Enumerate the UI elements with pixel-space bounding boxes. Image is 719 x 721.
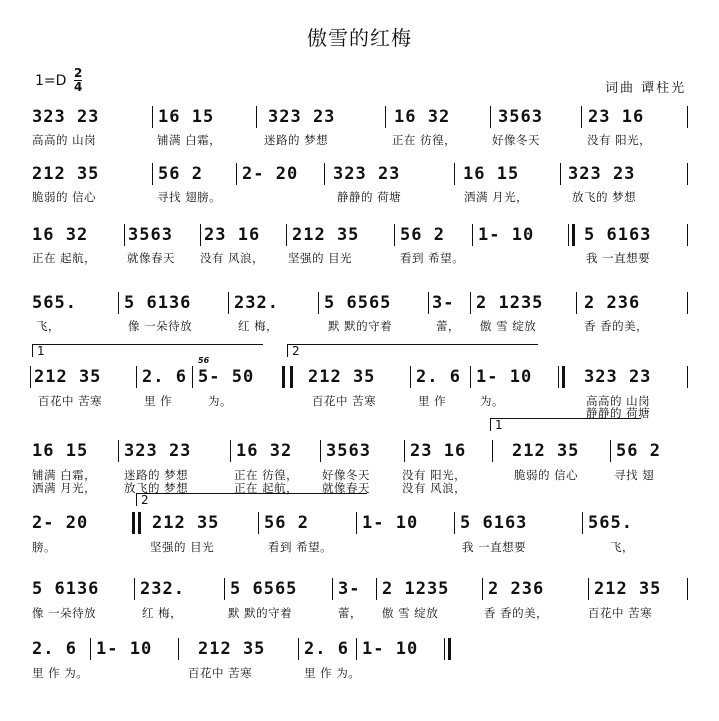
lyric: 飞， (610, 540, 634, 554)
measure: 2. 6 (32, 639, 77, 659)
measure: 212 35 (594, 579, 662, 599)
lyric: 放飞的 梦想 (572, 190, 637, 204)
final-barline (448, 638, 451, 660)
measure: 5 6163 (584, 225, 652, 245)
measure: 2- 20 (242, 164, 299, 184)
measure: 5- 50 (198, 367, 255, 387)
measure: 212 35 (198, 639, 266, 659)
repeat-barline (562, 366, 565, 388)
measure: 1- 10 (476, 367, 533, 387)
volta-1 (490, 418, 641, 431)
measure: 3563 (498, 107, 543, 127)
lyric: 洒满 月光， (464, 190, 529, 204)
lyric: 没有 风浪， (200, 251, 265, 265)
measure: 5 6163 (460, 513, 528, 533)
measure: 5 6136 (124, 293, 192, 313)
measure: 5 6565 (324, 293, 392, 313)
lyric-line-9 (32, 665, 692, 681)
repeat-barline (282, 366, 285, 388)
measure: 56 2 (158, 164, 203, 184)
measure: 2 236 (584, 293, 641, 313)
measure: 16 32 (32, 225, 89, 245)
lyric: 傲 雪 绽放 (382, 606, 439, 620)
measure: 2. 6 (142, 367, 187, 387)
barline (687, 106, 688, 128)
measure: 56 2 (264, 513, 309, 533)
barline (454, 512, 455, 534)
lyric: 没有 阳光， (587, 133, 652, 147)
repeat-barline (132, 512, 135, 534)
score-line-1 (28, 106, 688, 128)
measure: 1- 10 (96, 639, 153, 659)
lyric: 像 一朵待放 (128, 319, 193, 333)
lyric: 默 默的守着 (328, 319, 393, 333)
lyric: 铺满 白霜， (32, 468, 97, 482)
barline (286, 224, 287, 246)
measure: 16 32 (394, 107, 451, 127)
volta-2 (287, 344, 538, 357)
time-signature (74, 67, 82, 94)
lyric: 迷路的 梦想 (264, 133, 329, 147)
lyric: 就像春天 (322, 481, 370, 495)
measure: 323 23 (268, 107, 336, 127)
lyric: 静静的 荷塘 (586, 406, 651, 420)
barline (136, 366, 137, 388)
lyric: 蕾， (436, 319, 460, 333)
lyric: 放飞的 梦想 (124, 481, 189, 495)
lyric: 寻找 翅 (614, 468, 655, 482)
barline (152, 163, 153, 185)
lyric: 静静的 荷塘 (337, 190, 402, 204)
barline (560, 163, 561, 185)
barline (230, 440, 231, 462)
lyric: 就像春天 (127, 251, 175, 265)
measure: 323 23 (124, 441, 192, 461)
barline (687, 224, 688, 246)
measure: 23 16 (588, 107, 645, 127)
measure: 212 35 (292, 225, 360, 245)
repeat-barline (572, 224, 575, 246)
lyric: 默 默的守着 (228, 606, 293, 620)
lyric: 百花中 苦寒 (188, 666, 253, 680)
lyric-line-1 (32, 132, 692, 148)
time-signature-bottom: 4 (74, 80, 83, 94)
barline (178, 638, 179, 660)
barline (118, 440, 119, 462)
barline (138, 512, 141, 534)
measure: 1- 10 (362, 639, 419, 659)
barline (470, 366, 471, 388)
score-line-4 (28, 292, 688, 314)
lyric: 没有 风浪， (402, 481, 467, 495)
measure: 2 1235 (476, 293, 544, 313)
lyric: 洒满 月光， (32, 481, 97, 495)
lyric: 里 作 为。 (304, 666, 361, 680)
lyric: 蕾， (338, 606, 362, 620)
barline (356, 638, 357, 660)
lyric: 迷路的 梦想 (124, 468, 189, 482)
lyric: 红 梅， (238, 319, 279, 333)
lyric: 百花中 苦寒 (38, 394, 103, 408)
lyric: 膀。 (32, 540, 56, 554)
measure: 16 15 (158, 107, 215, 127)
score-line-8 (28, 578, 688, 600)
barline (404, 440, 405, 462)
lyric: 百花中 苦寒 (312, 394, 377, 408)
score-line-5 (28, 366, 688, 388)
barline (192, 366, 193, 388)
lyric: 里 作 (418, 394, 447, 408)
barline (492, 440, 493, 462)
measure: 2 1235 (382, 579, 450, 599)
measure: 2. 6 (416, 367, 461, 387)
barline (258, 512, 259, 534)
barline (356, 512, 357, 534)
lyric: 里 作 (144, 394, 173, 408)
volta-number: 2 (141, 493, 149, 507)
barline (687, 366, 688, 388)
lyric: 香 香的美， (484, 606, 549, 620)
measure: 56 2 (400, 225, 445, 245)
measure: 212 35 (152, 513, 220, 533)
measure: 232. (140, 579, 185, 599)
barline (568, 224, 569, 246)
barline (482, 578, 483, 600)
volta-number: 1 (37, 344, 45, 358)
measure: 323 23 (568, 164, 636, 184)
score-line-7 (28, 512, 688, 534)
lyric: 为。 (208, 394, 232, 408)
measure: 16 32 (236, 441, 293, 461)
measure: 565. (32, 293, 77, 313)
barline (385, 106, 386, 128)
measure: 3563 (326, 441, 371, 461)
measure: 3563 (128, 225, 173, 245)
measure: 212 35 (512, 441, 580, 461)
measure: 565. (588, 513, 633, 533)
song-title: 傲雪的红梅 (307, 26, 412, 50)
barline (687, 578, 688, 600)
lyric: 坚强的 目光 (288, 251, 353, 265)
measure: 56 2 (616, 441, 661, 461)
measure: 212 35 (34, 367, 102, 387)
barline (30, 366, 31, 388)
lyric: 香 香的美， (584, 319, 649, 333)
barline (224, 578, 225, 600)
lyric: 里 作 为。 (32, 666, 89, 680)
barline (582, 512, 583, 534)
volta-1 (32, 344, 263, 357)
barline (90, 638, 91, 660)
barline (558, 366, 559, 388)
time-signature-top: 2 (74, 66, 83, 80)
measure: 5 6136 (32, 579, 100, 599)
lyric: 红 梅， (142, 606, 183, 620)
barline (588, 578, 589, 600)
barline (490, 106, 491, 128)
lyric: 百花中 苦寒 (588, 606, 653, 620)
barline (236, 163, 237, 185)
barline (320, 440, 321, 462)
measure: 232. (234, 293, 279, 313)
lyric: 为。 (480, 394, 504, 408)
lyric: 没有 阳光， (402, 468, 467, 482)
lyric: 好像冬天 (322, 468, 370, 482)
measure: 323 23 (584, 367, 652, 387)
score-line-6 (28, 440, 688, 462)
lyric: 脆弱的 信心 (514, 468, 579, 482)
barline (118, 292, 119, 314)
barline (124, 224, 125, 246)
barline (576, 292, 577, 314)
score-line-9 (28, 638, 688, 660)
lyric: 像 一朵待放 (32, 606, 97, 620)
lyric: 我 一直想要 (462, 540, 527, 554)
lyric: 脆弱的 信心 (32, 190, 97, 204)
lyric: 高高的 山岗 (586, 394, 651, 408)
lyric-line-8 (32, 605, 692, 621)
barline (394, 224, 395, 246)
lyric: 飞， (36, 319, 60, 333)
lyric: 正在 起航， (32, 251, 97, 265)
barline (134, 578, 135, 600)
barline (200, 224, 201, 246)
measure: 2. 6 (304, 639, 349, 659)
barline (290, 366, 293, 388)
barline (324, 163, 325, 185)
measure: 212 35 (308, 367, 376, 387)
key-signature: 1=D (35, 73, 67, 89)
barline (470, 292, 471, 314)
lyric: 高高的 山岗 (32, 133, 97, 147)
measure: 323 23 (333, 164, 401, 184)
lyric-line-7 (32, 539, 692, 555)
measure: 3- (432, 293, 455, 313)
score-line-3 (28, 224, 688, 246)
measure: 16 15 (463, 164, 520, 184)
lyric: 傲 雪 绽放 (480, 319, 537, 333)
lyric: 正在 起航， (234, 481, 299, 495)
lyric: 看到 希望。 (400, 251, 465, 265)
volta-number: 2 (292, 344, 300, 358)
measure: 323 23 (32, 107, 100, 127)
barline (454, 163, 455, 185)
measure: 3- (338, 579, 361, 599)
barline (318, 292, 319, 314)
barline (687, 292, 688, 314)
lyric: 铺满 白霜， (157, 133, 222, 147)
lyric: 我 一直想要 (586, 251, 651, 265)
lyric: 坚强的 目光 (150, 540, 215, 554)
measure: 16 15 (32, 441, 89, 461)
volta-2 (136, 493, 367, 506)
barline (687, 163, 688, 185)
barline (444, 638, 445, 660)
lyric: 好像冬天 (492, 133, 540, 147)
barline (472, 224, 473, 246)
lyric: 看到 希望。 (268, 540, 333, 554)
measure: 2- 20 (32, 513, 89, 533)
lyric-line-3 (32, 250, 692, 266)
score-line-2 (28, 163, 688, 185)
barline (410, 366, 411, 388)
composer-credit: 词曲 谭柱光 (605, 81, 687, 96)
lyric-line-2 (32, 189, 692, 205)
barline (298, 638, 299, 660)
measure: 23 16 (204, 225, 261, 245)
lyric: 正在 彷徨， (234, 468, 299, 482)
measure: 2 236 (488, 579, 545, 599)
barline (256, 106, 257, 128)
barline (332, 578, 333, 600)
measure: 23 16 (410, 441, 467, 461)
barline (152, 106, 153, 128)
lyric-line-4 (32, 318, 692, 334)
measure: 5 6565 (230, 579, 298, 599)
lyric: 寻找 翅膀。 (157, 190, 222, 204)
barline (376, 578, 377, 600)
grace-notes: 56 (198, 356, 210, 365)
measure: 1- 10 (362, 513, 419, 533)
barline (428, 292, 429, 314)
volta-number: 1 (495, 418, 503, 432)
barline (581, 106, 582, 128)
barline (228, 292, 229, 314)
barline (610, 440, 611, 462)
measure: 1- 10 (478, 225, 535, 245)
lyric: 正在 彷徨， (392, 133, 457, 147)
measure: 212 35 (32, 164, 100, 184)
